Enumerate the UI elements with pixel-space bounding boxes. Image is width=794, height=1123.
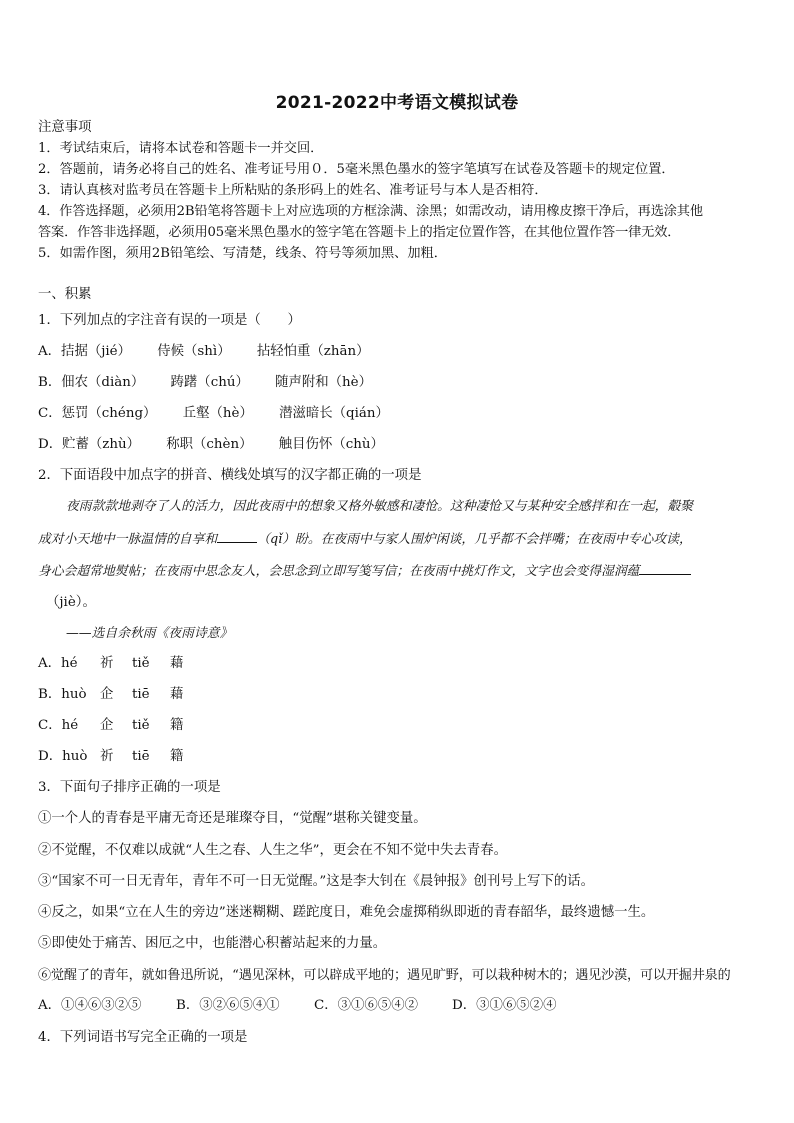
option-text: tiě — [132, 656, 150, 671]
question-1-option-c — [38, 405, 389, 423]
notice-item: 3．请认真核对监考员在答题卡上所粘贴的条形码上的姓名、准考证号与本人是否相符． — [38, 183, 548, 198]
option-text: 企 — [100, 718, 114, 733]
passage-text: （qǐ）盼。在夜雨中与家人围炉闲谈，几乎都不会拌嘴；在夜雨中专心攻读， — [257, 532, 692, 547]
option-text: B．huò — [38, 687, 87, 702]
question-4-stem: 4．下列词语书写完全正确的一项是 — [38, 1030, 248, 1045]
question-1-option-b — [38, 374, 372, 392]
option-text: 藉 — [170, 656, 184, 671]
option-text: A．拮据（jié） — [38, 344, 131, 359]
option-text: 拈轻怕重（zhān） — [256, 344, 370, 359]
option-text: 丘壑（hè） — [182, 406, 253, 421]
question-3-stem: 3．下面句子排序正确的一项是 — [38, 780, 221, 795]
sentence: ⑥觉醒了的青年，就如鲁迅所说，“遇见深林，可以辟成平地的；遇见旷野，可以栽种树木的；遇见沙漠，可以开掘井泉的 — [38, 968, 731, 983]
option-text: 称职（chèn） — [166, 437, 253, 452]
notice-item: 2．答题前，请务必将自己的姓名、准考证号用０．5毫米黑色墨水的签字笔填写在试卷及答题卡的规定位置． — [38, 162, 675, 177]
option-text: B．③②⑥⑤④① — [176, 998, 280, 1013]
passage-source: ——选自余秋雨《夜雨诗意》 — [66, 626, 233, 641]
question-2-option-d — [38, 748, 183, 766]
option-text: 随声附和（hè） — [275, 375, 373, 390]
passage-line: 夜雨款款地剥夺了人的活力，因此夜雨中的想象又格外敏感和凄怆。这种凄怆又与某种安全感拌和在一起，觳聚 — [66, 499, 694, 514]
option-text: D．③①⑥⑤②④ — [452, 998, 557, 1013]
notice-item: 4．作答选择题，必须用2B铅笔将答题卡上对应选项的方框涂满、涂黑；如需改动，请用橡皮擦干净后，再选涂其他 — [38, 204, 703, 219]
question-1-option-a — [38, 343, 370, 361]
option-text: 触目伤怀（chù） — [278, 437, 384, 452]
passage-line — [38, 530, 692, 549]
option-text: 藉 — [170, 687, 184, 702]
option-text: 籍 — [170, 718, 184, 733]
notice-heading: 注意事项 — [38, 120, 92, 135]
option-text: tiē — [132, 749, 150, 764]
passage-text: 成对小天地中一脉温情的自享和 — [38, 532, 218, 547]
option-text: 企 — [100, 687, 114, 702]
notice-item: 5．如需作图，须用2B铅笔绘、写清楚，线条、符号等须加黑、加粗． — [38, 246, 447, 261]
passage-text: 身心会超常地熨帖；在夜雨中思念友人，会思念到立即写笺写信；在夜雨中挑灯作文，文字也会变得湿润蕴 — [38, 564, 640, 579]
fill-blank[interactable] — [639, 562, 691, 575]
option-text: 祈 — [100, 656, 114, 671]
option-text: tiē — [132, 687, 150, 702]
sentence: ③“国家不可一日无青年，青年不可一日无觉醒。”这是李大钊在《晨钟报》创刊号上写下的话。 — [38, 874, 595, 889]
option-text: C．③①⑥⑤④② — [314, 998, 418, 1013]
option-text: C．惩罚（chéng） — [38, 406, 157, 421]
option-text: 籍 — [170, 749, 184, 764]
notice-item: 答案．作答非选择题，必须用05毫米黑色墨水的签字笔在答题卡上的指定位置作答，在其他位置作答一律无效． — [38, 225, 681, 240]
sentence: ⑤即使处于痛苦、困厄之中，也能潜心积蓄站起来的力量。 — [38, 936, 387, 951]
sentence: ④反之，如果“立在人生的旁边”迷迷糊糊、蹉跎度日，难免会虚掷稍纵即逝的青春韶华，最终遗憾一生。 — [38, 905, 655, 920]
sentence: ①一个人的青春是平庸无奇还是璀璨夺目，“觉醒”堪称关键变量。 — [38, 811, 427, 826]
option-text: D．贮蓄（zhù） — [38, 437, 140, 452]
section-heading: 一、积累 — [38, 287, 92, 302]
notice-item: 1．考试结束后，请将本试卷和答题卡一并交回． — [38, 141, 324, 156]
option-text: 侍候（shì） — [157, 344, 231, 359]
option-text: 潜滋暗长（qián） — [279, 406, 389, 421]
passage-line — [38, 562, 691, 581]
option-text: 祈 — [100, 749, 114, 764]
option-text: 踌躇（chú） — [170, 375, 249, 390]
passage-line: （jiè）。 — [46, 595, 96, 610]
option-text: tiě — [132, 718, 150, 733]
fill-blank[interactable] — [217, 530, 257, 543]
question-2-stem: 2．下面语段中加点字的拼音、横线处填写的汉字都正确的一项是 — [38, 468, 422, 483]
question-1-stem: 1．下列加点的字注音有误的一项是（ ） — [38, 313, 301, 328]
option-text: C．hé — [38, 718, 79, 733]
option-text: A．hé — [38, 656, 78, 671]
option-text: D．huò — [38, 749, 88, 764]
sentence: ②不觉醒，不仅难以成就“人生之春、人生之华”，更会在不知不觉中失去青春。 — [38, 843, 507, 858]
page-title: 2021-2022中考语文模拟试卷 — [275, 93, 519, 113]
question-2-option-b — [38, 686, 183, 704]
question-2-option-c — [38, 717, 183, 735]
option-text: A．①④⑥③②⑤ — [38, 998, 142, 1013]
question-1-option-d — [38, 436, 384, 454]
option-text: B．佃农（diàn） — [38, 375, 145, 390]
question-2-option-a — [38, 655, 183, 673]
question-3-options — [38, 997, 556, 1015]
